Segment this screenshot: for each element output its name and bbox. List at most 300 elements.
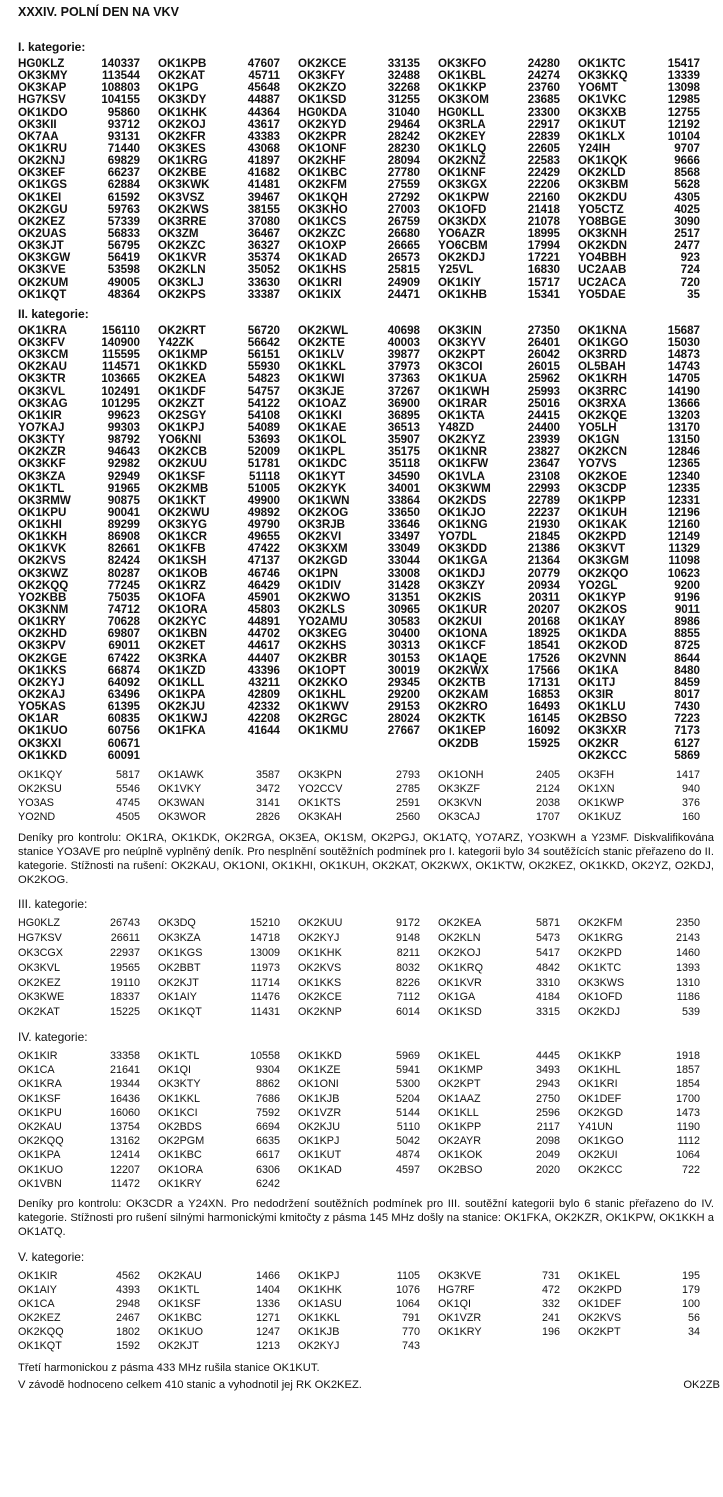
station-points: 35 bbox=[687, 287, 700, 301]
station-callsign: OK1KKS bbox=[18, 663, 67, 677]
station-callsign: OK1KA bbox=[578, 663, 619, 677]
station-entry bbox=[158, 471, 298, 483]
station-points: 8644 bbox=[674, 651, 700, 665]
station-points: 31040 bbox=[387, 105, 420, 119]
station-points: 923 bbox=[680, 251, 700, 265]
station-points: 35907 bbox=[387, 433, 420, 447]
station-points: 17131 bbox=[527, 675, 560, 689]
station-entry bbox=[578, 916, 718, 931]
station-points: 1064 bbox=[395, 1297, 420, 1310]
station-points: 16493 bbox=[527, 700, 560, 714]
results-column bbox=[298, 325, 438, 762]
station-points: 18541 bbox=[527, 639, 560, 653]
station-callsign: YO8BGE bbox=[578, 214, 627, 228]
station-points: 10623 bbox=[667, 566, 700, 580]
station-callsign: OK1KKD bbox=[298, 1050, 342, 1063]
station-points: 4393 bbox=[115, 1283, 140, 1296]
results-grid bbox=[18, 58, 718, 301]
station-entry bbox=[18, 179, 158, 191]
station-callsign: OK1KBC bbox=[158, 1312, 202, 1325]
station-points: 1460 bbox=[675, 947, 700, 960]
station-callsign: OK3KXB bbox=[578, 105, 627, 119]
station-entry bbox=[18, 277, 158, 289]
station-entry bbox=[438, 1005, 578, 1020]
station-callsign: OK2KWU bbox=[158, 505, 210, 519]
station-points: 82424 bbox=[107, 554, 140, 568]
station-callsign: OK1QI bbox=[158, 1064, 192, 1077]
station-points: 22839 bbox=[527, 129, 560, 143]
station-callsign: OK1KTC bbox=[578, 57, 626, 70]
station-callsign: OK1KQT bbox=[18, 287, 67, 301]
station-entry bbox=[158, 946, 298, 961]
station-entry bbox=[298, 568, 438, 580]
station-callsign: OK2KQE bbox=[578, 408, 627, 422]
station-points: 108803 bbox=[101, 81, 140, 95]
station-entry bbox=[18, 204, 158, 216]
station-entry bbox=[578, 107, 718, 119]
station-entry bbox=[438, 1297, 578, 1311]
station-points: 1247 bbox=[255, 1326, 280, 1339]
station-callsign: OK1ONI bbox=[298, 1078, 339, 1091]
station-points: 43211 bbox=[248, 675, 280, 689]
station-callsign: OK1KSD bbox=[298, 93, 347, 107]
station-points: 5144 bbox=[395, 1106, 420, 1119]
station-entry bbox=[578, 768, 718, 782]
station-points: 45803 bbox=[247, 603, 280, 617]
station-points: 731 bbox=[541, 1269, 560, 1282]
station-entry bbox=[438, 373, 578, 385]
station-callsign: Y24IH bbox=[578, 141, 611, 155]
station-callsign: OK2KDJ bbox=[578, 1006, 621, 1019]
station-points: 69829 bbox=[107, 154, 140, 168]
station-entry bbox=[18, 264, 158, 276]
station-entry bbox=[578, 1106, 718, 1120]
station-points: 25815 bbox=[387, 263, 420, 277]
station-callsign: OK1KMP bbox=[438, 1064, 484, 1077]
station-entry bbox=[18, 810, 158, 824]
station-points: 49900 bbox=[247, 493, 280, 507]
station-callsign: OK1ONH bbox=[438, 768, 484, 781]
station-callsign: OK2KPD bbox=[578, 947, 622, 960]
station-points: 12414 bbox=[109, 1149, 140, 1162]
station-points: 47137 bbox=[247, 554, 280, 568]
station-points: 53598 bbox=[107, 263, 140, 277]
station-entry bbox=[18, 471, 158, 483]
station-points: 12149 bbox=[667, 530, 700, 544]
station-entry bbox=[18, 1148, 158, 1162]
station-callsign: OK3RRC bbox=[578, 384, 627, 398]
station-points: 25993 bbox=[527, 384, 560, 398]
station-entry bbox=[158, 1049, 298, 1063]
station-callsign: OK1KHK bbox=[298, 947, 342, 960]
station-callsign: OK2PGM bbox=[158, 1135, 205, 1148]
station-callsign: OK1KIR bbox=[18, 408, 62, 422]
station-points: 16830 bbox=[527, 263, 560, 277]
station-callsign: OK2KIS bbox=[438, 590, 482, 604]
station-entry bbox=[18, 1049, 158, 1063]
results-column bbox=[438, 1049, 578, 1191]
station-points: 11098 bbox=[668, 554, 700, 568]
station-entry bbox=[298, 810, 438, 824]
station-points: 21078 bbox=[527, 214, 560, 228]
station-entry bbox=[578, 277, 718, 289]
station-entry bbox=[158, 179, 298, 191]
station-points: 54108 bbox=[247, 408, 280, 422]
station-callsign: OK2KUM bbox=[18, 275, 69, 289]
station-entry bbox=[18, 373, 158, 385]
station-points: 67422 bbox=[107, 651, 140, 665]
station-callsign: YO7VS bbox=[578, 457, 617, 471]
station-callsign: OK1KHK bbox=[158, 105, 207, 119]
station-callsign: OK2KJT bbox=[158, 1340, 199, 1353]
station-callsign: OK2KPR bbox=[298, 129, 347, 143]
station-points: 35374 bbox=[247, 251, 280, 265]
station-entry bbox=[438, 1106, 578, 1120]
station-points: 56720 bbox=[247, 323, 280, 337]
station-callsign: Y41UN bbox=[578, 1120, 613, 1133]
station-callsign: OK2KBE bbox=[158, 166, 207, 180]
station-callsign: OK1KPU bbox=[18, 1106, 62, 1119]
station-entry bbox=[298, 1063, 438, 1077]
station-entry bbox=[158, 458, 298, 470]
station-entry bbox=[298, 1283, 438, 1297]
station-points: 1918 bbox=[675, 1050, 700, 1063]
station-points: 2785 bbox=[395, 783, 420, 796]
category-heading: I. kategorie: bbox=[18, 40, 86, 54]
station-callsign: OK1KBC bbox=[158, 1149, 202, 1162]
station-points: 71440 bbox=[107, 141, 140, 155]
station-callsign: Y42ZK bbox=[158, 335, 195, 349]
station-callsign: OK1KBC bbox=[298, 166, 347, 180]
station-callsign: OK2KNZ bbox=[438, 154, 486, 168]
station-callsign: OK3RLA bbox=[438, 117, 486, 131]
station-entry bbox=[158, 1297, 298, 1311]
station-points: 30313 bbox=[387, 639, 420, 653]
station-points: 20311 bbox=[528, 590, 560, 604]
station-callsign: OK1KRZ bbox=[158, 578, 206, 592]
station-callsign: OK2KZR bbox=[18, 445, 66, 459]
station-entry bbox=[18, 1283, 158, 1297]
station-callsign: OK1KNR bbox=[438, 445, 487, 459]
station-callsign: OK3KAH bbox=[298, 811, 342, 824]
station-entry bbox=[578, 653, 718, 665]
station-entry bbox=[578, 1120, 718, 1134]
station-entry bbox=[18, 1063, 158, 1077]
station-points: 60091 bbox=[107, 748, 140, 762]
station-points: 40698 bbox=[387, 323, 420, 337]
station-points: 8226 bbox=[395, 976, 420, 989]
station-callsign: OK2KEY bbox=[438, 129, 486, 143]
station-callsign: OK1KNA bbox=[578, 323, 627, 337]
station-points: 1271 bbox=[255, 1312, 280, 1325]
station-callsign: OK1KJB bbox=[298, 1092, 340, 1105]
station-entry bbox=[578, 1134, 718, 1148]
station-points: 26015 bbox=[527, 360, 560, 374]
station-entry bbox=[438, 483, 578, 495]
results-column bbox=[298, 1269, 438, 1354]
station-callsign: OK1KDA bbox=[578, 627, 627, 641]
station-entry bbox=[158, 810, 298, 824]
station-callsign: OK1KMU bbox=[298, 724, 349, 738]
station-points: 62884 bbox=[107, 178, 140, 192]
station-callsign: OK1KAY bbox=[578, 615, 626, 629]
station-callsign: OK2KJU bbox=[158, 700, 206, 714]
station-points: 22206 bbox=[527, 178, 560, 192]
station-points: 12335 bbox=[667, 481, 700, 495]
station-points: 140337 bbox=[101, 57, 140, 70]
station-points: 44887 bbox=[247, 93, 280, 107]
footer bbox=[18, 1360, 718, 1394]
footer-line-1: Třetí harmonickou z pásma 433 MHz rušila stanice OK1KUT. bbox=[18, 1361, 320, 1374]
station-entry bbox=[158, 768, 298, 782]
station-callsign: OK1KDO bbox=[18, 105, 68, 119]
station-callsign: OK2KLS bbox=[298, 603, 346, 617]
station-callsign: OK3KFY bbox=[298, 69, 346, 83]
station-points: 19110 bbox=[110, 976, 140, 989]
results-column bbox=[438, 58, 578, 301]
station-callsign: OK1KKD bbox=[18, 748, 67, 762]
station-points: 7223 bbox=[674, 712, 700, 726]
station-callsign: OK1KCR bbox=[158, 530, 207, 544]
station-entry bbox=[158, 94, 298, 106]
station-points: 160 bbox=[681, 811, 700, 824]
station-entry bbox=[158, 1063, 298, 1077]
station-points: 4025 bbox=[674, 202, 700, 216]
station-callsign: OK1DIV bbox=[298, 578, 342, 592]
station-entry bbox=[18, 976, 158, 991]
station-callsign: OK1VKY bbox=[158, 783, 202, 796]
station-callsign: OK3KXI bbox=[18, 736, 62, 750]
station-points: 69807 bbox=[107, 627, 140, 641]
results-grid bbox=[18, 916, 718, 1020]
station-points: 19344 bbox=[109, 1078, 140, 1091]
station-callsign: OK1KBL bbox=[438, 69, 486, 83]
station-callsign: OK3KNH bbox=[578, 226, 627, 240]
station-entry bbox=[158, 782, 298, 796]
station-points: 19565 bbox=[109, 961, 140, 974]
station-points: 77245 bbox=[107, 578, 140, 592]
station-points: 61592 bbox=[107, 190, 140, 204]
station-points: 64092 bbox=[107, 675, 140, 689]
station-callsign: OK2KPT bbox=[578, 1326, 621, 1339]
station-callsign: OK1KGO bbox=[578, 1135, 624, 1148]
station-entry bbox=[298, 1339, 438, 1353]
station-callsign: OK2KOE bbox=[578, 469, 627, 483]
station-entry bbox=[578, 1077, 718, 1091]
station-callsign: OK1KPL bbox=[298, 445, 346, 459]
station-points: 13009 bbox=[249, 947, 280, 960]
station-callsign: OK1KQY bbox=[18, 768, 63, 781]
station-points: 89299 bbox=[107, 518, 140, 532]
station-entry bbox=[298, 1148, 438, 1162]
station-points: 5546 bbox=[115, 783, 140, 796]
station-entry bbox=[298, 976, 438, 991]
station-callsign: OK3KKF bbox=[18, 457, 66, 471]
station-points: 15225 bbox=[109, 1006, 140, 1019]
station-points: 12846 bbox=[667, 445, 700, 459]
station-points: 22160 bbox=[527, 190, 560, 204]
station-points: 56 bbox=[687, 1312, 700, 1325]
station-callsign: UC2ACA bbox=[578, 275, 627, 289]
station-entry bbox=[578, 782, 718, 796]
station-points: 5941 bbox=[395, 1064, 420, 1077]
results-column bbox=[18, 768, 158, 825]
station-entry bbox=[438, 640, 578, 652]
station-points: 6635 bbox=[255, 1135, 280, 1148]
station-callsign: OK1KGS bbox=[158, 947, 203, 960]
station-callsign: OK1KCI bbox=[158, 1106, 198, 1119]
station-callsign: OK1CA bbox=[18, 1064, 55, 1077]
station-callsign: OK1KDJ bbox=[438, 566, 486, 580]
station-callsign: OK1KWH bbox=[438, 384, 490, 398]
station-callsign: OK1OPT bbox=[298, 663, 346, 677]
station-callsign: OK3KPN bbox=[298, 768, 342, 781]
station-entry bbox=[298, 107, 438, 119]
station-points: 15925 bbox=[527, 736, 560, 750]
station-points: 3493 bbox=[535, 1064, 560, 1077]
station-points: 38155 bbox=[247, 202, 280, 216]
station-points: 36895 bbox=[387, 408, 420, 422]
results-column bbox=[578, 58, 718, 301]
station-callsign: YO7KAJ bbox=[18, 420, 65, 434]
station-callsign: OK3KDX bbox=[438, 214, 487, 228]
station-points: 1112 bbox=[677, 1135, 700, 1148]
station-callsign: OK2KR bbox=[578, 736, 619, 750]
station-entry bbox=[298, 640, 438, 652]
station-points: 80287 bbox=[107, 566, 140, 580]
station-points: 17221 bbox=[527, 251, 560, 265]
station-callsign: OK1PN bbox=[298, 566, 338, 580]
station-callsign: OK1KPJ bbox=[298, 1269, 340, 1282]
station-entry bbox=[578, 471, 718, 483]
station-points: 66237 bbox=[107, 166, 140, 180]
station-callsign: OK1KPJ bbox=[298, 1135, 340, 1148]
station-entry bbox=[158, 373, 298, 385]
station-points: 11714 bbox=[250, 976, 280, 989]
station-entry bbox=[158, 931, 298, 946]
station-callsign: OK1KVR bbox=[158, 251, 207, 265]
station-entry bbox=[578, 94, 718, 106]
station-points: 59763 bbox=[107, 202, 140, 216]
station-callsign: OK2BBT bbox=[158, 961, 201, 974]
station-points: 46746 bbox=[247, 566, 280, 580]
results-grid bbox=[18, 1269, 718, 1354]
station-entry bbox=[158, 796, 298, 810]
station-points: 5110 bbox=[396, 1120, 420, 1133]
station-points: 22605 bbox=[527, 141, 560, 155]
station-callsign: OK1KPW bbox=[438, 190, 489, 204]
station-points: 27559 bbox=[387, 178, 420, 192]
results-column bbox=[298, 58, 438, 301]
station-points: 63496 bbox=[107, 688, 140, 702]
results-column bbox=[18, 325, 158, 762]
station-callsign: OK1KTS bbox=[298, 797, 341, 810]
station-entry bbox=[18, 1092, 158, 1106]
station-callsign: OK1KVK bbox=[18, 542, 67, 556]
station-callsign: OK1KIR bbox=[18, 1269, 58, 1282]
station-callsign: OK3KTY bbox=[18, 433, 66, 447]
station-callsign: OK1KWJ bbox=[158, 712, 208, 726]
station-points: 7112 bbox=[396, 991, 420, 1004]
station-callsign: YO3AS bbox=[18, 797, 55, 810]
station-callsign: OK3KAP bbox=[18, 81, 67, 95]
station-callsign: OK2KDN bbox=[578, 239, 627, 253]
station-points: 22583 bbox=[527, 154, 560, 168]
station-points: 11476 bbox=[250, 991, 280, 1004]
category-5-section bbox=[18, 1250, 718, 1354]
station-callsign: YO4BBH bbox=[578, 251, 627, 265]
station-callsign: OK1KVR bbox=[438, 976, 482, 989]
station-callsign: HG7RF bbox=[438, 1283, 475, 1296]
station-points: 13098 bbox=[667, 81, 700, 95]
station-callsign: OK1TJ bbox=[578, 675, 616, 689]
station-entry bbox=[578, 796, 718, 810]
station-points: 101295 bbox=[101, 396, 140, 410]
station-points: 42208 bbox=[247, 712, 280, 726]
station-points: 26401 bbox=[527, 335, 560, 349]
station-entry bbox=[578, 946, 718, 961]
station-points: 52009 bbox=[247, 445, 280, 459]
station-callsign: OK1KSF bbox=[158, 1297, 201, 1310]
station-points: 3315 bbox=[535, 1006, 560, 1019]
results-column bbox=[438, 768, 578, 825]
station-callsign: OK3KTR bbox=[18, 372, 66, 386]
station-points: 2793 bbox=[395, 768, 420, 781]
station-points: 4597 bbox=[395, 1163, 420, 1176]
station-points: 1393 bbox=[675, 961, 700, 974]
station-entry bbox=[18, 1339, 158, 1353]
station-entry bbox=[438, 264, 578, 276]
station-callsign: OK1KKD bbox=[158, 360, 207, 374]
station-points: 15030 bbox=[667, 335, 700, 349]
station-entry bbox=[578, 483, 718, 495]
station-points: 18337 bbox=[109, 991, 140, 1004]
station-points: 35118 bbox=[388, 457, 420, 471]
station-entry bbox=[578, 179, 718, 191]
station-entry bbox=[18, 768, 158, 782]
station-callsign: OK1KUA bbox=[438, 372, 487, 386]
station-points: 2143 bbox=[675, 932, 700, 945]
station-callsign: OK1FKA bbox=[158, 724, 206, 738]
station-entry bbox=[298, 386, 438, 398]
station-entry bbox=[438, 107, 578, 119]
station-points: 44364 bbox=[247, 105, 280, 119]
station-callsign: OK1KLL bbox=[438, 1106, 479, 1119]
station-callsign: OK1KQT bbox=[158, 1006, 202, 1019]
station-callsign: OK1KLQ bbox=[438, 141, 487, 155]
station-callsign: OK1KPA bbox=[158, 688, 206, 702]
station-points: 44617 bbox=[247, 639, 280, 653]
station-points: 37267 bbox=[387, 384, 420, 398]
station-entry bbox=[578, 264, 718, 276]
station-entry bbox=[158, 976, 298, 991]
station-points: 179 bbox=[681, 1283, 700, 1296]
station-callsign: OK1KRG bbox=[158, 154, 208, 168]
station-callsign: OK2KWX bbox=[438, 663, 489, 677]
station-callsign: OK1KKP bbox=[438, 81, 487, 95]
station-points: 82661 bbox=[107, 542, 140, 556]
station-entry bbox=[18, 1106, 158, 1120]
station-callsign: OK3KJE bbox=[298, 384, 345, 398]
station-callsign: OK1KKL bbox=[298, 1312, 341, 1325]
station-entry bbox=[438, 810, 578, 824]
station-points: 1473 bbox=[675, 1106, 700, 1119]
station-entry bbox=[158, 107, 298, 119]
station-points: 33630 bbox=[247, 275, 280, 289]
station-callsign: OK3CGX bbox=[18, 947, 64, 960]
station-entry bbox=[18, 725, 158, 737]
station-entry bbox=[578, 1163, 718, 1177]
